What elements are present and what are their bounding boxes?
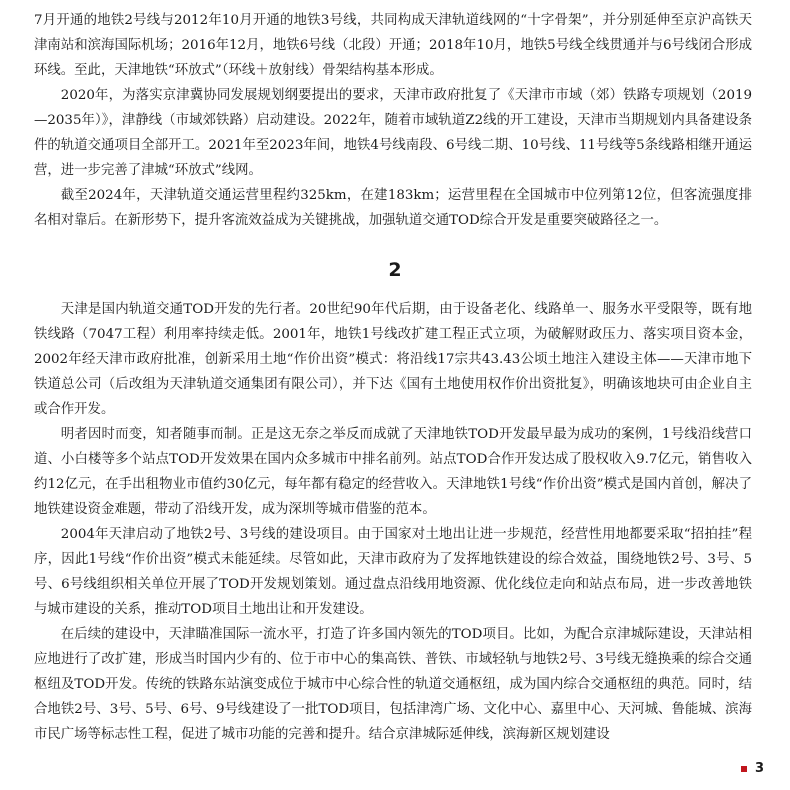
paragraph-2-1: 天津是国内轨道交通TOD开发的先行者。20世纪90年代后期，由于设备老化、线路单一、服务水平受限等，既有地铁线路（7047工程）利用率持续走低。2001年，地铁1号线改扩建工程正式立项，为破解财政压力、落实项目资本金，2002年经天津市政府批准，创新采用土地“作价出资”模式：将沿线17宗共43.43公顷土地注入建设主体——天津市地下铁道总公司（后改组为天津轨道交通集团有限公司），并下达《国有土地使用权作价出资批复》，明确该地块可由企业自主或合作开发。 bbox=[34, 302, 752, 417]
paragraph-2-3: 2004年天津启动了地铁2号、3号线的建设项目。由于国家对土地出让进一步规范，经营性用地都要采取“招拍挂”程序，因此1号线“作价出资”模式未能延续。尽管如此，天津市政府为了发挥地铁建设的综合效益，围绕地铁2号、3号、5号、6号线组织相关单位开展了TOD开发规划策划。通过盘点沿线用地资源、优化线位走向和站点布局，进一步改善地铁与城市建设的关系，推动TOD项目土地出让和开发建设。 bbox=[34, 527, 752, 617]
paragraph-1-3: 截至2024年，天津轨道交通运营里程约325km，在建183km；运营里程在全国城市中位列第12位，但客流强度排名相对靠后。在新形势下，提升客流效益成为关键挑战，加强轨道交通TOD综合开发是重要突破路径之一。 bbox=[34, 188, 752, 228]
page-footer bbox=[741, 761, 764, 776]
paragraph-1-2: 2020年，为落实京津冀协同发展规划纲要提出的要求，天津市政府批复了《天津市市域（郊）铁路专项规划（2019—2035年）》，津静线（市域郊铁路）启动建设。2022年，随着市域轨道Z2线的开工建设，天津市当期规划内具备建设条件的轨道交通项目全部开工。2021年至2023年间，地铁4号线南段、6号线二期、10号线、11号线等5条线路相继开通运营，进一步完善了津城“环放式”线网。 bbox=[34, 88, 752, 178]
paragraph-2-4: 在后续的建设中，天津瞄准国际一流水平，打造了许多国内领先的TOD项目。比如，为配合京津城际建设，天津站相应地进行了改扩建，形成当时国内少有的、位于市中心的集高铁、普铁、市域轻轨与地铁2号、3号线无缝换乘的综合交通枢纽及TOD开发。传统的铁路东站演变成位于城市中心综合性的轨道交通枢纽，成为国内综合交通枢纽的典范。同时，结合地铁2号、3号、5号、6号、9号线建设了一批TOD项目，包括津湾广场、文化中心、嘉里中心、天河城、鲁能城、滨海市民广场等标志性工程，促进了城市功能的完善和提升。结合京津城际延伸线，滨海新区规划建设 bbox=[34, 627, 752, 742]
paragraph-2-2: 明者因时而变，知者随事而制。正是这无奈之举反而成就了天津地铁TOD开发最早最为成功的案例，1号线沿线营口道、小白楼等多个站点TOD开发效果在国内众多城市中排名前列。站点TOD合作开发达成了股权收入9.7亿元，销售收入约12亿元，在手出租物业市值约30亿元，每年都有稳定的经营收入。天津地铁1号线“作价出资”模式是国内首创，解决了地铁建设资金难题，带动了沿线开发，成为深圳等城市借鉴的范本。 bbox=[34, 427, 752, 517]
section-1-body bbox=[34, 8, 752, 233]
section-heading: 2 bbox=[388, 259, 402, 281]
page-number: 3 bbox=[754, 761, 764, 776]
section-2-body bbox=[34, 297, 752, 747]
page-marker-icon bbox=[741, 766, 747, 772]
paragraph-1-1: 7月开通的地铁2号线与2012年10月开通的地铁3号线，共同构成天津轨道线网的“十字骨架”，并分别延伸至京沪高铁天津南站和滨海国际机场；2016年12月，地铁6号线（北段）开通；2018年10月，地铁5号线全线贯通并与6号线闭合形成环线。至此，天津地铁“环放式”（环线＋放射线）骨架结构基本形成。 bbox=[34, 13, 752, 78]
